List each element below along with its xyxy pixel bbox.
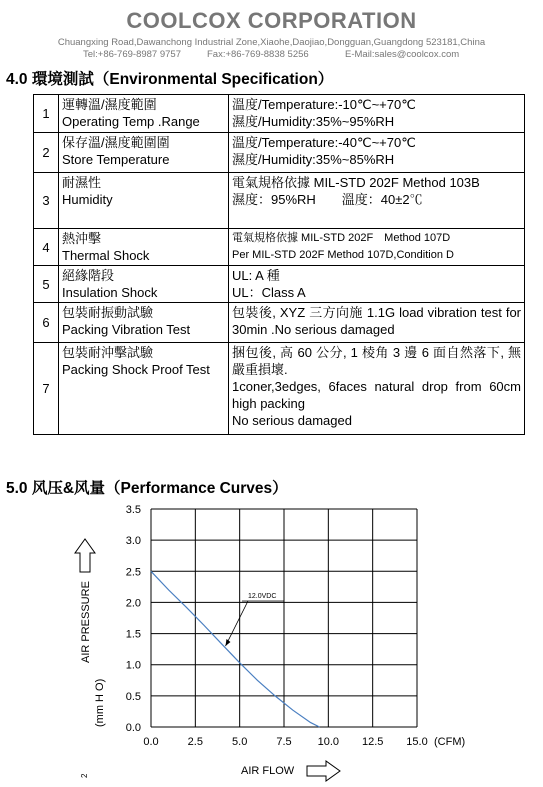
- spec-line: Per MIL-STD 202F Method 107D,Condition D: [232, 249, 454, 261]
- series-label: 12.0VDC: [248, 593, 277, 600]
- row-number: 4: [34, 229, 59, 266]
- series-callout-line: [225, 601, 248, 646]
- test-item: [59, 133, 229, 173]
- environmental-spec-table: [33, 94, 525, 435]
- x-tick-label: 7.5: [276, 736, 292, 748]
- spec-line: UL：Class A: [232, 285, 306, 300]
- test-item-en: Humidity: [62, 192, 113, 207]
- test-item-en: Store Temperature: [62, 152, 170, 167]
- tel-text: Tel:+86-769-8987 9757: [83, 49, 181, 60]
- spec-line: UL: A 種: [232, 268, 280, 283]
- y-tick-label: 3.0: [125, 535, 141, 548]
- spec-line: 電氣規格依據 MIL-STD 202F Method 107D: [232, 232, 451, 244]
- spec-row: [34, 266, 525, 303]
- spec-row: [34, 95, 525, 133]
- spec-line: 濕度/Humidity:35%~95%RH: [232, 114, 395, 129]
- test-spec: [229, 173, 525, 229]
- test-item: [59, 95, 229, 133]
- test-item-cn: 包裝耐振動試驗: [62, 305, 154, 320]
- spec-line: 捆包後, 高 60 公分, 1 棱角 3 邊 6 面自然落下, 無嚴重損壞.: [232, 345, 521, 377]
- email-text: E-Mail:sales@coolcox.com: [345, 49, 460, 60]
- test-item-cn: 絕緣階段: [62, 268, 115, 283]
- test-item-cn: 耐濕性: [62, 175, 102, 190]
- spec-line: 溫度/Temperature:-40℃~+70℃: [232, 135, 416, 150]
- x-axis-label: AIR FLOW: [241, 765, 295, 777]
- spec-row: [34, 303, 525, 343]
- section-4-title: 4.0 環境測試（Environmental Specification）: [6, 71, 334, 88]
- spec-row: [34, 229, 525, 266]
- test-item: [59, 303, 229, 343]
- company-name: COOLCOX CORPORATION: [126, 8, 417, 33]
- test-item-en: Operating Temp .Range: [62, 114, 200, 129]
- test-item: [59, 173, 229, 229]
- y-tick-labels: [126, 504, 141, 734]
- test-item-cn: 保存溫/濕度範圍圍: [62, 135, 170, 150]
- row-number: 7: [34, 343, 59, 435]
- spec-line: 溫度/Temperature:-10℃~+70℃: [232, 97, 416, 112]
- x-axis-arrow-icon: [307, 761, 340, 781]
- spec-line: 1coner,3edges, 6faces natural drop from 60cm high packing: [232, 379, 521, 411]
- spec-row: [34, 133, 525, 173]
- test-item: [59, 266, 229, 303]
- chart-series: [151, 571, 320, 727]
- y-tick-label: 1.0: [125, 659, 141, 672]
- test-spec: [229, 303, 525, 343]
- y-tick-label: 2.5: [125, 566, 141, 579]
- row-number: 6: [34, 303, 59, 343]
- y-tick-label: 2.0: [125, 597, 141, 610]
- test-item: [59, 343, 229, 435]
- spec-line: 濕度/Humidity:35%~85%RH: [232, 152, 395, 167]
- test-spec: [229, 343, 525, 435]
- y-tick-label: 0.5: [125, 690, 141, 703]
- row-number: 2: [34, 133, 59, 173]
- spec-line: No serious damaged: [232, 413, 352, 428]
- test-item-cn: 運轉溫/濕度範圍: [62, 97, 157, 112]
- x-tick-label: 12.5: [361, 736, 384, 748]
- y-axis-unit: (mm H O): [94, 678, 106, 727]
- test-item-cn: 包裝耐沖擊試驗: [62, 345, 154, 360]
- row-number: 5: [34, 266, 59, 303]
- x-tick-labels: [143, 736, 427, 748]
- section-5-title: 5.0 风压&风量（Performance Curves）: [6, 480, 288, 497]
- test-item-en: Thermal Shock: [62, 248, 150, 263]
- performance-curve-chart: [0, 495, 543, 787]
- series-callout-arrow-icon: [225, 639, 230, 646]
- y-axis-arrow-icon: [75, 539, 95, 572]
- x-tick-label: 15.0: [406, 736, 428, 748]
- test-item-en: Packing Shock Proof Test: [62, 362, 210, 377]
- test-item-cn: 熱沖擊: [62, 231, 102, 246]
- x-tick-label: 0.0: [143, 736, 159, 748]
- row-number: 1: [34, 95, 59, 133]
- test-spec: [229, 133, 525, 173]
- x-tick-label: 5.0: [232, 736, 248, 748]
- test-item: [59, 229, 229, 266]
- x-tick-label: 10.0: [317, 736, 340, 748]
- x-unit-label: (CFM): [434, 736, 466, 748]
- fax-text: Fax:+86-769-8838 5256: [207, 49, 309, 60]
- spec-line: 濕度：95%RH 溫度：40±2℃: [232, 192, 423, 207]
- test-spec: [229, 95, 525, 133]
- y-axis-unit-subscript: 2: [80, 773, 89, 778]
- spec-row: [34, 343, 525, 435]
- row-number: 3: [34, 173, 59, 229]
- test-spec: [229, 229, 525, 266]
- y-tick-label: 0.0: [125, 722, 141, 734]
- spec-line: 電氣規格依據 MIL-STD 202F Method 103B: [232, 175, 480, 190]
- spec-line: 包裝後, XYZ 三方向施 1.1G load vibration test for 30min .No serious damaged: [232, 305, 521, 337]
- x-tick-label: 2.5: [187, 736, 203, 748]
- test-item-en: Packing Vibration Test: [62, 322, 191, 337]
- chart-grid: [151, 509, 417, 727]
- y-axis-label: AIR PRESSURE: [80, 581, 92, 663]
- spec-row: [34, 173, 525, 229]
- company-address: Chuangxing Road,Dawanchong Industrial Zone,Xiaohe,Daojiao,Dongguan,Guangdong 523181,China: [57, 37, 486, 48]
- test-spec: [229, 266, 525, 303]
- series-line: [151, 571, 320, 727]
- test-item-en: Insulation Shock: [62, 285, 158, 300]
- y-tick-label: 1.5: [125, 628, 141, 641]
- y-tick-label: 3.5: [125, 504, 141, 516]
